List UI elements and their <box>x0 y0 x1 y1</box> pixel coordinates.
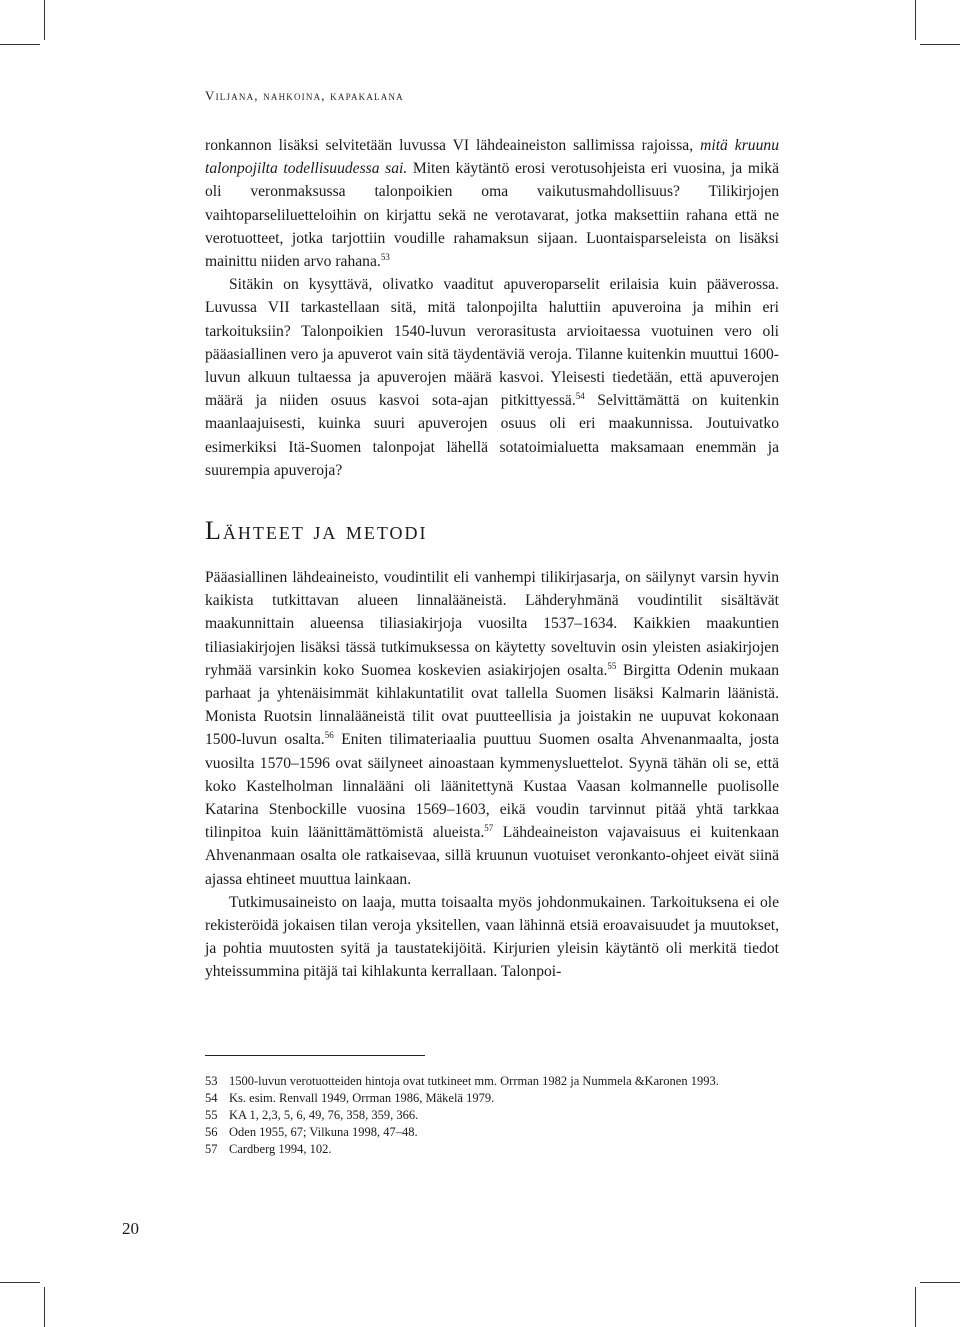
footnote-rule <box>205 1055 425 1056</box>
footnote-number: 56 <box>205 1125 218 1139</box>
footnote-text: Oden 1955, 67; Vilkuna 1998, 47–48. <box>229 1125 418 1139</box>
crop-mark <box>0 44 40 45</box>
text-span: Selvittämättä on kuitenkin maanlaajuisesti, kuinka suuri apuverojen osuus oli eri maakunnissa. Joutuivatko esimerkiksi Itä-Suomen talonpojat lähellä sotatoimialuetta maksamaan enemmän ja suurempia apuveroja? <box>205 392 779 479</box>
section-heading: Lähteet ja metodi <box>205 516 428 545</box>
text-span: Sitäkin on kysyttävä, olivatko vaaditut apuveroparselit erilaisia kuin pääverossa. Luvussa VII tarkastellaan sitä, mitä talonpojilta haluttiin apuveroina ja mihin eri tarkoituksiin? Talonpoikien 1540-luvun verorasitusta arvioitaessa vuotuinen vero oli pääasiallinen vero ja apuverot vain sitä täydentäviä veroja. Tilanne kuitenkin muuttui 1600-luvun alkuun tultaessa ja apuverojen määrä kasvoi. Yleisesti tiedetään, että apuverojen määrä ja niiden osuus kasvoi sota-ajan pitkittyessä. <box>205 276 779 410</box>
text-span: Pääasiallinen lähdeaineisto, voudintilit eli vanhempi tilikirjasarja, on säilynyt varsin hyvin kaikista tutkittavan alueen linnalääneistä. Lähderyhmänä voudintilit sisältävät maakunnittain alueensa tiliasiakirjoja vuosilta 1537–1634. Kaikkien maakuntien tiliasiakirjojen lisäksi tässä tutkimuksessa on käytetty soveltuvin osin yleisten asiakirjojen ryhmää varsinkin koko Suomea koskevien asiakirjojen osalta. <box>205 569 779 679</box>
text-span: ronkannon lisäksi selvitetään luvussa VI lähdeaineiston sallimissa rajoissa, <box>205 137 701 154</box>
footnotes-list <box>205 1073 779 1158</box>
crop-mark <box>915 0 916 40</box>
text-span: Eniten tilimateriaalia puuttuu Suomen osalta Ahvenanmaalta, josta vuosilta 1570–1596 ovat säilyneet ainoastaan kymmenysluettelot. Syynä tähän oli se, että koko Kastelholman linnalääni oli läänitettynä Kustaa Vaasan kolmannelle puolisolle Katarina Stenbockille vuosina 1569–1603, eikä voudin tarvinnut pitää yhtä tarkkaa tilinpitoa kuin läänittämättömistä alueista. <box>205 731 779 842</box>
crop-mark <box>920 44 960 45</box>
text-span: Lähdeaineiston vajavaisuus ei kuitenkaan Ahvenanmaan osalta ole ratkaisevaa, sillä kruunun vuotuiset veronkanto-ohjeet eivät siinä ajassa ehtineet muuttua lainkaan. <box>205 824 780 888</box>
footnote-item <box>205 1141 779 1158</box>
footnote-text: Ks. esim. Renvall 1949, Orrman 1986, Mäkelä 1979. <box>229 1091 495 1105</box>
methods-paragraph-1 <box>205 566 779 891</box>
text-span: Birgitta Odenin mukaan parhaat ja yhtenäisimmät kihlakuntatilit ovat tallella Suomen lisäksi Kalmarin läänistä. Monista Ruotsin linnalääneistä tilit ovat puutteellisia ja joistakin ne uupuvat kokonaan 1500-luvun osalta. <box>205 661 780 749</box>
footnote-ref[interactable]: 54 <box>575 391 585 402</box>
footnote-text: Cardberg 1994, 102. <box>229 1142 332 1156</box>
footnote-item <box>205 1107 779 1124</box>
footnote-number: 57 <box>205 1142 218 1156</box>
crop-mark <box>920 1282 960 1283</box>
text-span: Miten käytäntö erosi verotusohjeista eri vuosina, ja mikä oli veronmaksussa talonpoikien oma vaikutusmahdollisuus? Tilikirjojen vaihtoparseliluetteloihin on kirjattu sekä ne verotavarat, jotka maksettiin rahana että ne verotuotteet, jotka tarjottiin voudille rahamaksun sijaan. Luontaisparseleista on lisäksi mainittu niiden arvo rahana. <box>205 160 779 271</box>
crop-mark <box>44 0 45 40</box>
footnote-item <box>205 1073 779 1090</box>
emphasis-text: mitä kruunu talonpojilta todellisuudessa sai. <box>205 137 779 178</box>
footnote-number: 55 <box>205 1108 218 1122</box>
page-number: 20 <box>122 1219 139 1238</box>
footnote-ref[interactable]: 55 <box>607 660 617 671</box>
intro-paragraph-1 <box>205 134 779 273</box>
footnote-number: 53 <box>205 1074 218 1088</box>
footnote-ref[interactable]: 57 <box>484 823 494 834</box>
footnote-ref[interactable]: 53 <box>380 252 390 263</box>
methods-text <box>205 566 779 984</box>
crop-mark <box>44 1287 45 1327</box>
footnote-number: 54 <box>205 1091 218 1105</box>
footnote-ref[interactable]: 56 <box>324 730 334 741</box>
intro-paragraph-2 <box>205 273 779 482</box>
footnote-text: 1500-luvun verotuotteiden hintoja ovat tutkineet mm. Orrman 1982 ja Nummela &Karonen 1993. <box>229 1074 719 1088</box>
footnote-text: KA 1, 2,3, 5, 6, 49, 76, 358, 359, 366. <box>229 1108 419 1122</box>
intro-text <box>205 134 779 482</box>
running-head: Viljana, nahkoina, kapakalana <box>205 88 404 103</box>
crop-mark <box>915 1287 916 1327</box>
crop-mark <box>0 1282 40 1283</box>
methods-paragraph-2: Tutkimusaineisto on laaja, mutta toisaalta myös johdonmukainen. Tarkoituksena ei ole rekisteröidä jokaisen tilan veroja yksitellen, vaan lähinnä etsiä eroavaisuudet ja muutokset, ja pohtia muutosten syitä ja taustatekijöitä. Kirjurien yleisin käytäntö oli merkitä tiedot yhteissummina pitäjä tai kihlakunta kerrallaan. Talonpoi- <box>205 893 779 981</box>
footnote-item <box>205 1090 779 1107</box>
footnote-item <box>205 1124 779 1141</box>
